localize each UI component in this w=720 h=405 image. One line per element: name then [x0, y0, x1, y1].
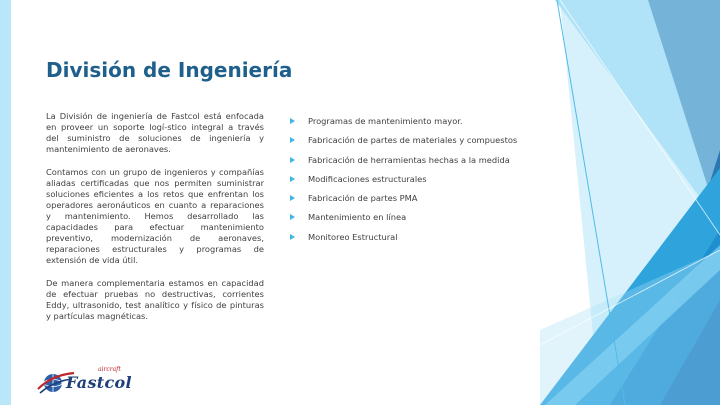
- list-item: [290, 155, 517, 174]
- paragraph-capabilities: Contamos con un grupo de ingenieros y compañías aliadas certificadas que nos permiten suministrar soluciones eficientes a los retos que enfrentan los operadores aeronáuticos en cuanto a reparaciones y mantenimiento. Hemos desarrollado las capacidades para efectuar mantenimiento preventivo, modernización de aeronaves, reparaciones estructurales y programas de extensión de vida útil.: [46, 167, 264, 265]
- bullet-arrow-icon: [290, 137, 295, 143]
- body-text: [46, 111, 264, 334]
- paragraph-intro: La División de ingeniería de Fastcol está enfocada en proveer un soporte logí-stico integral a través del suministro de soluciones de ingeniería y mantenimiento de aeronaves.: [46, 111, 264, 154]
- list-item-label: Programas de mantenimiento mayor.: [308, 116, 463, 126]
- bullet-arrow-icon: [290, 214, 295, 220]
- list-item-label: Monitoreo Estructural: [308, 231, 398, 242]
- list-item: [290, 193, 517, 212]
- bullet-arrow-icon: [290, 234, 295, 240]
- list-item-label: Modificaciones estructurales: [308, 173, 427, 184]
- list-item: [290, 116, 517, 135]
- services-list: [290, 116, 517, 251]
- left-accent-bar: [0, 0, 11, 405]
- list-item: [290, 174, 517, 193]
- paragraph-testing: De manera complementaria estamos en capacidad de efectuar pruebas no destructivas, corrientes Eddy, ultrasonido, test analítico y físico de pinturas y partículas magnéticas.: [46, 278, 264, 321]
- logo-tagline: aircraft: [98, 366, 121, 373]
- bullet-arrow-icon: [290, 157, 295, 163]
- list-item: [290, 135, 517, 154]
- list-item-label: Fabricación de herramientas hechas a la medida: [308, 154, 510, 165]
- list-item-label: Fabricación de partes de materiales y compuestos: [308, 135, 518, 146]
- fastcol-logo: [36, 365, 136, 399]
- logo-wordmark: Fastcol: [66, 373, 132, 392]
- bullet-arrow-icon: [290, 118, 295, 124]
- list-item-label: Mantenimiento en línea: [308, 212, 407, 223]
- list-item: [290, 212, 517, 231]
- bullet-arrow-icon: [290, 176, 295, 182]
- list-item: [290, 232, 517, 251]
- list-item-label: Fabricación de partes PMA: [308, 193, 418, 204]
- bullet-arrow-icon: [290, 195, 295, 201]
- page-title: División de Ingeniería: [46, 58, 293, 82]
